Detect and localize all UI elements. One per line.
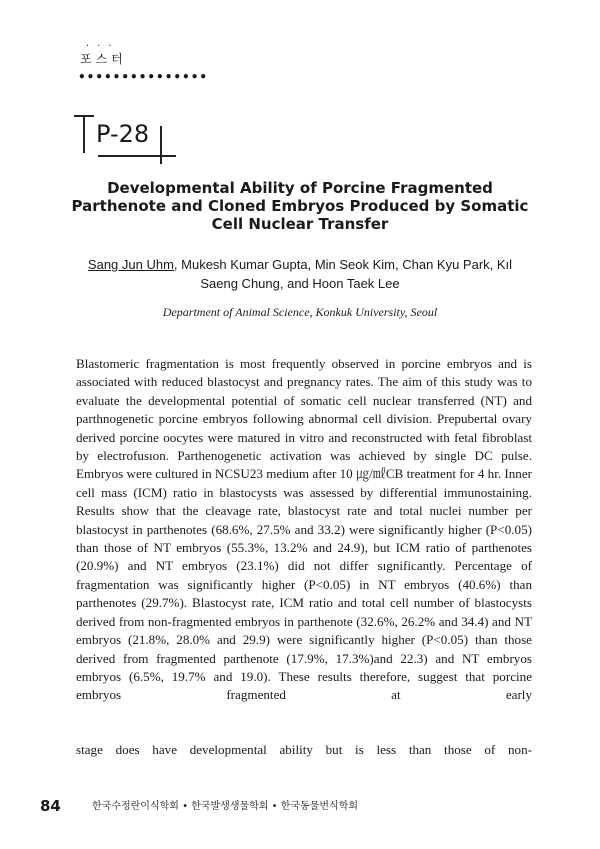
co-authors: , Mukesh Kumar Gupta, Min Seok Kim, Chan Kyu Park, Kıl Saeng Chung, and Hoon Taek Lee xyxy=(173,257,513,291)
code-box-bottom-rule xyxy=(98,155,176,157)
paper-title: Developmental Ability of Porcine Fragmented Parthenote and Cloned Embryos Produced by Somatic Cell Nuclear Transfer xyxy=(71,179,529,233)
abstract-code-box xyxy=(70,104,180,174)
page-number: 84 xyxy=(40,797,61,815)
abstract-last-line: stage does have developmental ability but is less than those of non- xyxy=(76,742,532,757)
section-tag-label: 포스터 xyxy=(80,52,127,66)
section-dot-rule: ••••••••••••••• xyxy=(78,70,209,84)
code-box-left-rule xyxy=(83,115,85,153)
section-tag-dots: ··· xyxy=(86,41,120,52)
affiliation: Department of Animal Science, Konkuk University, Seoul xyxy=(162,305,438,319)
author-list xyxy=(70,255,530,293)
code-box-right-rule xyxy=(160,126,162,164)
abstract-body: Blastomeric fragmentation is most frequently observed in porcine embryos and is associated with reduced blastocyst and pregnancy rates. The aim of this study was to evaluate the developmental potential of somatic cell nuclear transferred (NT) and parthnogenetic porcine embryos following abnormal cell division. Prepubertal ovary derived porcine oocytes were matured in vitro and reconstructed with fetal fibroblast by electrofusıon. Parthenogenetic activation was achieved by single DC pulse. Embryos were cultured in NCSU23 medium after 10 ㎍/㎖CB treatment for 4 hr. Inner cell mass (ICM) ratio in blastocysts was assessed by differential immunostaining. Results show that the cleavage rate, blastocyst rate and total nuclei number per blastocyst in parthenotes (68.6%, 27.5% and 33.2) were significantly higher (P<0.05) than those of NT embryos (55.3%, 13.2% and 24.9), but ICM ratio of parthenotes (20.9%) and NT embryos (23.1%) did not differ sıgnificantly. Percentage of fragmentation was significantly higher (P<0.05) in NT embryos (40.6%) than parthenotes (29.7%). Blastocyst rate, ICM ratio and total cell number of blastocysts derived from non-fragmented embryos in parthenote (32.6%, 26.2% and 34.4) and NT embryos (21.8%, 28.0% and 29.9) were significantly higher (P<0.05) than those derived from fragmented parthenote (17.9%, 17.3%)and 22.3) and NT embryos embryos (6.5%, 19.7% and 19.0). These results therefore, suggest that porcine embryos fragmented at early xyxy=(76,356,532,703)
abstract-code: P-28 xyxy=(96,120,150,148)
journal-footer: 한국수정란이식학회 • 한국발생생물학회 • 한국동물번식학회 xyxy=(92,801,359,812)
presenting-author: Sang Jun Uhm xyxy=(87,257,174,272)
